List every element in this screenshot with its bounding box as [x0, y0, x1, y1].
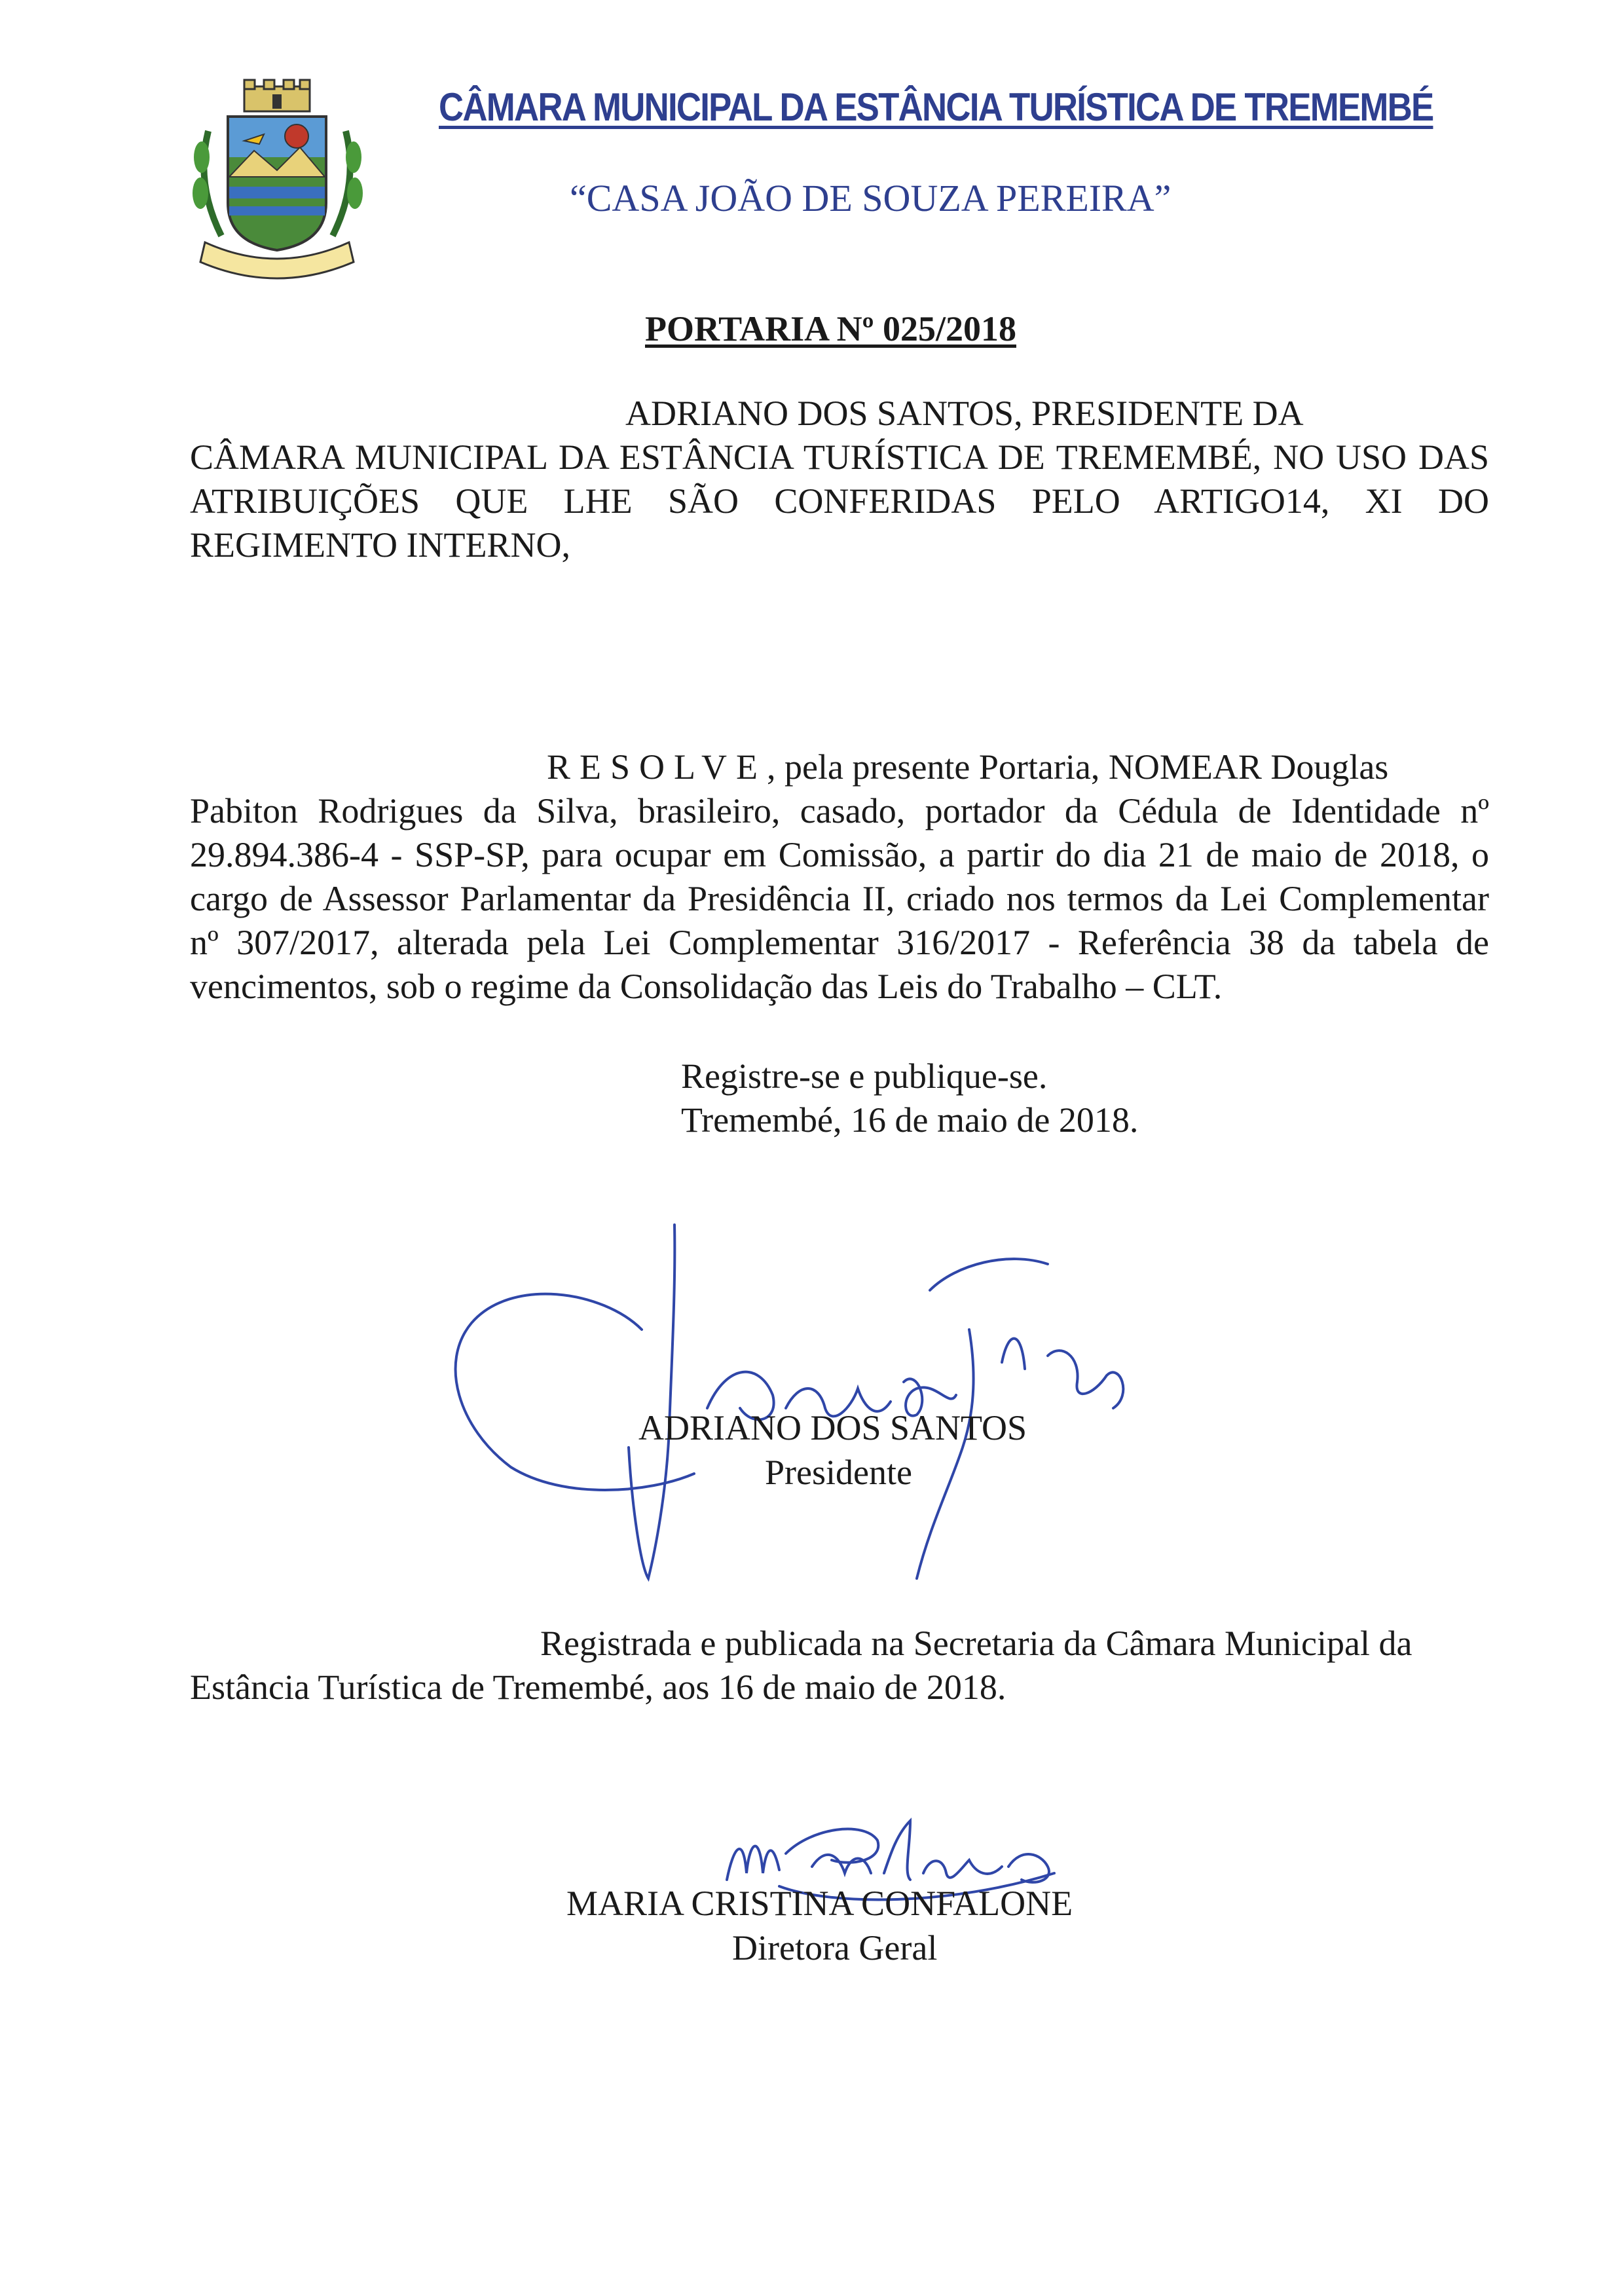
signatory-2-name: MARIA CRISTINA CONFALONE [566, 1884, 1073, 1923]
closing-line-2: Tremembé, 16 de maio de 2018. [681, 1100, 1139, 1140]
document-title: PORTARIA Nº 025/2018 [645, 309, 1016, 348]
registration-rest: Estância Turística de Tremembé, aos 16 de maio de 2018. [190, 1668, 1006, 1707]
preamble-paragraph [190, 392, 1489, 567]
coat-of-arms-icon [182, 79, 372, 295]
signatory-1-name: ADRIANO DOS SANTOS [638, 1408, 1027, 1447]
resolve-rest: Pabiton Rodrigues da Silva, brasileiro, casado, portador da Cédula de Identidade nº 29.894.386-4 - SSP-SP, para ocupar em Comissão, a partir do dia 21 de maio de 2018, o cargo de Assessor Parlamentar da Presidência II, criado nos termos da Lei Complementar nº 307/2017, alterada pela Lei Complementar 316/2017 - Referência 38 da tabela de vencimentos, sob o regime da Consolidação das Leis do Trabalho – CLT. [190, 791, 1489, 1006]
preamble-first-line: ADRIANO DOS SANTOS, PRESIDENTE DA [625, 394, 1304, 433]
president-signature [432, 1212, 1192, 1592]
closing-line-1: Registre-se e publique-se. [681, 1056, 1048, 1096]
institution-name: CÂMARA MUNICIPAL DA ESTÂNCIA TURÍSTICA DE TREMEMBÉ [439, 85, 1433, 129]
preamble-rest: CÂMARA MUNICIPAL DA ESTÂNCIA TURÍSTICA DE TREMEMBÉ, NO USO DAS ATRIBUIÇÕES QUE LHE SÃO CONFERIDAS PELO ARTIGO14, XI DO REGIMENTO INTERNO, [190, 438, 1489, 565]
resolve-word: RESOLVE [547, 747, 767, 787]
registration-paragraph [190, 1622, 1489, 1709]
resolve-paragraph [190, 745, 1489, 1009]
registration-first-line: Registrada e publicada na Secretaria da Câmara Municipal da [540, 1624, 1412, 1663]
signatory-2-role: Diretora Geral [732, 1928, 938, 1967]
resolve-first-text: , pela presente Portaria, NOMEAR Douglas [767, 747, 1389, 787]
resolve-first-line [190, 745, 1489, 789]
institution-subtitle: “CASA JOÃO DE SOUZA PEREIRA” [570, 177, 1172, 219]
signatory-1-role: Presidente [765, 1453, 912, 1492]
